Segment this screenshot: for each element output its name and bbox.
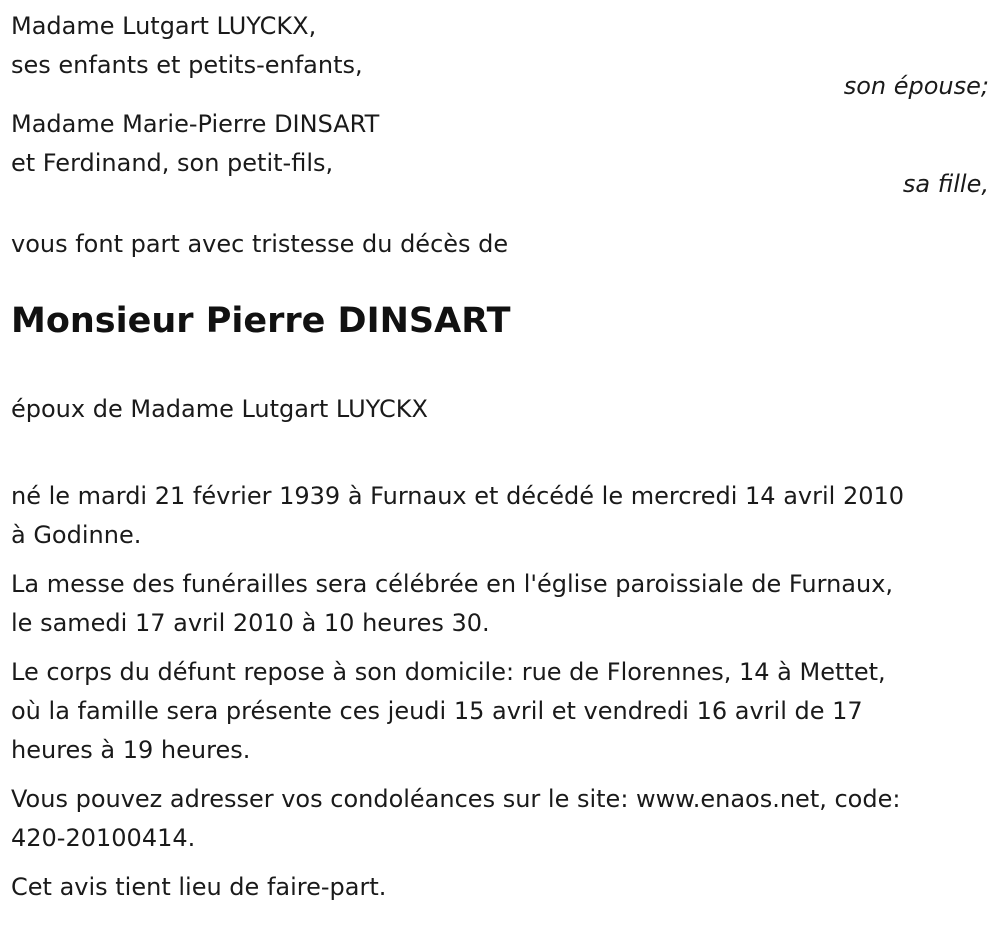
- relation-label: son épouse;: [843, 72, 989, 100]
- relation-label: sa fille,: [902, 170, 989, 198]
- details-section: [11, 477, 989, 907]
- family-block-daughter: [11, 105, 989, 201]
- visitation-paragraph: [11, 653, 989, 770]
- paragraph-line: le samedi 17 avril 2010 à 10 heures 30.: [11, 609, 490, 637]
- family-block-spouse: [11, 0, 989, 103]
- paragraph-line: La messe des funérailles sera célébrée en l'église paroissiale de Furnaux,: [11, 570, 894, 598]
- paragraph-line: Cet avis tient lieu de faire-part.: [11, 873, 387, 901]
- family-line: et Ferdinand, son petit-fils,: [11, 149, 334, 177]
- paragraph-line: 420-20100414.: [11, 824, 196, 852]
- paragraph-line: Vous pouvez adresser vos condoléances sur le site: www.enaos.net, code:: [11, 785, 901, 813]
- family-line: Madame Marie-Pierre DINSART: [11, 110, 380, 138]
- spouse-line: époux de Madame Lutgart LUYCKX: [11, 395, 428, 423]
- condolences-paragraph: [11, 780, 989, 858]
- paragraph-line: heures à 19 heures.: [11, 736, 251, 764]
- family-line: Madame Lutgart LUYCKX,: [11, 12, 317, 40]
- funeral-mass-paragraph: [11, 565, 989, 643]
- birth-death-paragraph: [11, 477, 989, 555]
- announcement-text: vous font part avec tristesse du décès de: [11, 230, 509, 258]
- notice-paragraph: [11, 868, 989, 907]
- deceased-name: Monsieur Pierre DINSART: [11, 301, 511, 341]
- family-line: ses enfants et petits-enfants,: [11, 51, 363, 79]
- paragraph-line: où la famille sera présente ces jeudi 15 avril et vendredi 16 avril de 17: [11, 697, 863, 725]
- paragraph-line: à Godinne.: [11, 521, 142, 549]
- paragraph-line: né le mardi 21 février 1939 à Furnaux et décédé le mercredi 14 avril 2010: [11, 482, 905, 510]
- paragraph-line: Le corps du défunt repose à son domicile: rue de Florennes, 14 à Mettet,: [11, 658, 886, 686]
